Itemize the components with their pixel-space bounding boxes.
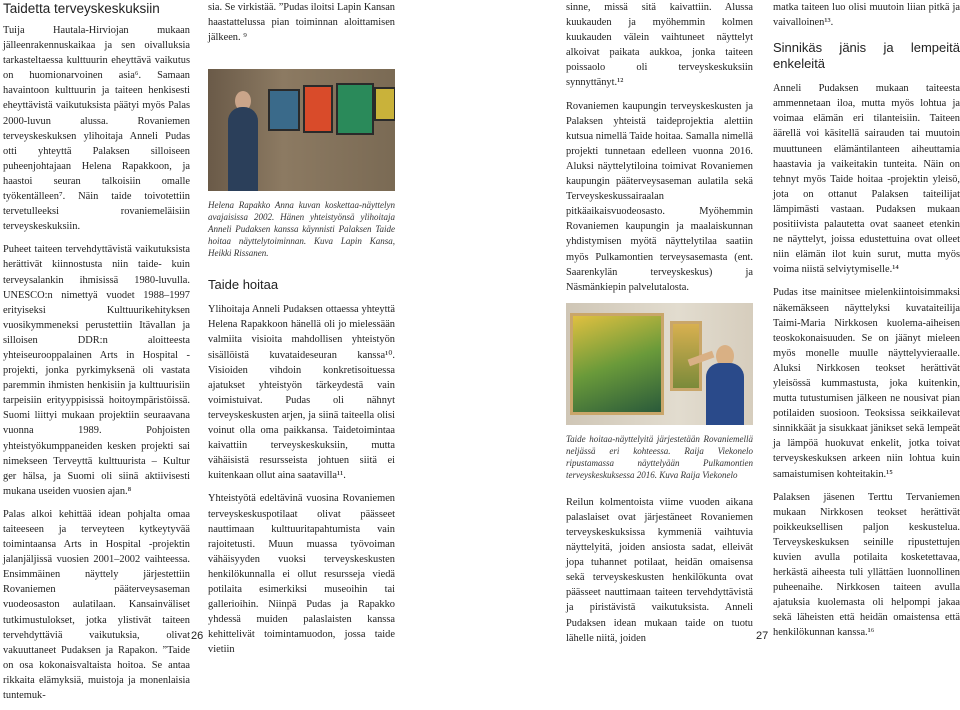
section-heading-taidetta: Taidetta terveyskeskuksiin [3,1,160,16]
column-3 [566,0,753,653]
paragraph: matka taiteen luo olisi muutoin liian pitkä ja vaivalloinen¹³. [773,2,960,29]
paragraph: sia. Se virkistää. ”Pudas iloitsi Lapin Kansan haastattelussa pian toiminnan aloittamisen jälkeen. ⁹ [208,2,396,44]
paragraph: Tuija Hautala-Hirviojan mukaan jälleenrakennuskaikaa ja sen oivalluksia tarkasteltaessa kulttuurin eheyttävä vaikutus on huomionarvoinen asia⁶. Samaan havaintoon kulttuurin ja taiteen henkisesti eheyttävistä vaikutuksista päätyi myös Palas 2000-luvun alussa. Rovaniemen terveyskeskuksen ylihoitaja Anneli Pudas otti yhteyttä Palaksen silloiseen puheenjohtajaan Helena Rapakkoon, ja haastoi seuran talkoisiin omalle työkentälleen⁷. Näin taide toivotettiin tervetulleeksi rovaniemeläisiin terveyskeskuksiin. [3,25,190,233]
paragraph: sinne, missä sitä kaivattiin. Alussa kuukauden ja myöhemmin kolmen kuukauden välein vaihtuneet näyttelyt alkoivat paikata aukkoa, jonka taiteen poissaolo oli terveyskeskuksiin synnyttänyt.¹² [566,2,753,89]
paragraph: Yhteistyötä edeltävinä vuosina Rovaniemen terveyskeskuspotilaat olivat päässeet nauttimaan kulttuuritapahtumista vain rajoitetusti. Muun muassa työvoiman vähäisyyden vuoksi terveyskeskusten henkilökunnalla ei ollut resursseja viedä potilaita esimerkiksi museoihin tai gallerioihin. Niinpä Pudas ja Rapakko yhdessä muiden palaslaisten kanssa kehittelivät toimintamuodon, jossa taide vietiin [208,493,395,656]
paragraph: Reilun kolmentoista viime vuoden aikana palaslaiset ovat järjestäneet Rovaniemen terveyskeskuksissa kymmeniä vaihtuvia näyttelyitä, joiden ansiosta sadat, elleivät jopa tuhannet potilaat, heidän omaisensa sekä terveyskeskusten henkilökunta ovat päässeet nauttimaan taiteen tervehdyttävistä ja piristävistä vaikutuksista. Anneli Pudaksen idean mukaan taide on tuotu lähelle niitä, joiden [566,496,753,644]
paragraph: Palaksen jäsenen Terttu Tervaniemen mukaan Nirkkosen teokset herättivät poikkeuksellisen paljon keskustelua. Terveyskeskuksen seinille ripustettujen kuvien avulla potilaita kosketettavaa, herkästä aiheesta tuli yllättäen luonnollinen puheenaihe. Nirkkosen taiteen avulla ajatuksia kuolemasta oli helpompi jakaa sekä läheisten että heidän omaistensa että henkilökunnan kanssa.¹⁶ [773,491,960,639]
photo-raija-viekonelo [566,303,753,425]
section-heading-sinnikas-janis: Sinnikäs jänis ja lempeitä enkeleitä [773,40,960,72]
column-4 [773,0,960,648]
page-number-right: 27 [756,630,769,642]
section-heading-taide-hoitaa: Taide hoitaa [208,277,279,293]
paragraph: Ylihoitaja Anneli Pudaksen ottaessa yhteyttä Helena Rapakkoon hänellä oli jo mielessään valmiita visioita mahdollisen yhteistyön sisällöistä kuvataideseuran kanssa¹⁰. Visioiden vihdoin konkretisoituessa ajatukset yhteistyön tärkeydestä vain voimistuivat. Pudas oli nähnyt terveyskeskusten arjen, ja siinä taiteella olisi voinut olla oma paikkansa. Taidetoimintaa kaivattiin terveyskeskuksiin, mutta vähäisistä resursseista johtuen siitä ei kuitenkaan ollut aina saatavilla¹¹. [208,304,395,482]
paragraph: Puheet taiteen tervehdyttävistä vaikutuksista herättivät kiinnostusta niin taide- kuin terveysalankin ihmisissä 1980-luvulla. UNESCO:n nimettyä vuodet 1988–1997 erityiseksi Kulttuurikehityksen vuosikymmeneksi perustettiin Itävallan ja silloisen DDR:n aloitteesta yhteiseurooppalainen Arts in Hospital -projekti, jonka pyrkimyksenä oli vastata paremmin ihmisten henkisiin ja kulttuurisiin tarpeisiin erityyppisissä hoitoympäristöissä. Suomi liittyi mukaan projektiin seuraavana vuonna 1989. Pohjoisten yhteistyökumppaneiden kesken projekti sai nimekseen Terveyttä kulttuurista – Kultur ger hälsa, ja Suomi oli siinä aktiivisesti mukana useiden vuosien ajan.⁸ [3,244,190,497]
photo-caption: Taide hoitaa-näyttelyitä järjestetään Rovaniemellä neljässä eri kohteessa. Raija Viekonelo ripustamassa näyttelyään Pulkamontien terveyskeskuksessa 2016. Kuva Raija Viekonelo [566,433,753,480]
column-2 [208,0,395,664]
paragraph: Palas alkoi kehittää idean pohjalta omaa taiteeseen ja terveyteen kytkeytyvää toimintaansa Arts in Hospital -projektin jalanjäljissä vuosien 2001–2002 vaihteessa. Ensimmäinen näyttely järjestettiin Rovaniemen pääterveysaseman vuodeosaston aulatilaan. Kansainväliset tutkimustulokset, jotka ylistivät taiteen tervehdyttäviä vaikutuksia, olivat vakuuttaneet Pudaksen ja Rapakon. ”Taide on osa kokonaisvaltaista hoitoa. Se antaa rikkaita elämyksiä, muistoja ja monenlaisia tuntemuk- [3,508,190,702]
page-number-left: 26 [191,630,204,642]
column-1 [3,0,190,710]
photo-caption: Helena Rapakko Anna kuvan koskettaa-näyttelyn avajaisissa 2002. Hänen yhteistyönsä ylihoitaja Anneli Pudaksen kanssa käynnisti Palaksen Taide hoitaa näyttelytoiminnan. Kuva Lapin Kansa, Heikki Rissanen. [208,200,395,259]
paragraph: Pudas itse mainitsee mielenkiintoisimmaksi näkemäkseen näyttelyksi kuvataiteilija Taimi-Maria Nirkkosen kuolema-aiheisen teoskokonaisuuden. Se on jäänyt mieleen myös monelle muulle näyttelyvieraalle. Aluksi Nirkkosen teokset herättivät yleisössä kummastusta, joka kuitenkin, mutta tutustumisen jälkeen ne nousivat pian potilaiden suosioon. Teoksissa seikkailevat sinnikkäät ja sisukkaat jänikset sekä lempeät ja lämpöä huokuvat enkelit, jotka toivat terveyskeskuksen arkeen niin lohtua kuin samaistumisen kohteitakin.¹⁵ [773,287,960,480]
paragraph: Anneli Pudaksen mukaan taiteesta ammennetaan iloa, mutta myös lohtua ja voimaa elämän eri tilanteisiin. Taiteen äärellä voi käsitellä sairauden tai muutoin muuttuneen elämäntilanteen aiheuttamia haastavia ja vaikeitakin tunteita. Näin on tehnyt myös Taide hoitaa -projektin yleisö, jota on ottanut Palaksen taiteilijat lämpimästi vastaan. Pudaksen mukaan positiivista palautetta ovat saaneet etenkin ne näyttelyt, joissa edustettuina ovat olleet niin elämän ilot kuin surut, mutta myös voima niistä selviytymiselle.¹⁴ [773,83,960,276]
paragraph: Rovaniemen kaupungin terveyskeskusten ja Palaksen yhteistä taideprojektia alettiin kutsua nimellä Taide hoitaa. Samalla nimellä projekti tunnetaan edelleen vuonna 2016. Aluksi näyttelytiloina toimivat Rovaniemen kaupungin pääterveysaseman aulatila sekä Terveyskeskussairaalan pitkäaikaisvuodeosasto. Myöhemmin Rovaniemen kaupungin ja maalaiskunnan yhdistymisen myötä näyttelytilaa saatiin myös Pulkamontien terveysasemasta (ent. Saarenkylän terveyskeskus) ja Näsmänkiepin palvelutalosta. [566,100,753,293]
photo-helena-rapakko [208,69,395,191]
